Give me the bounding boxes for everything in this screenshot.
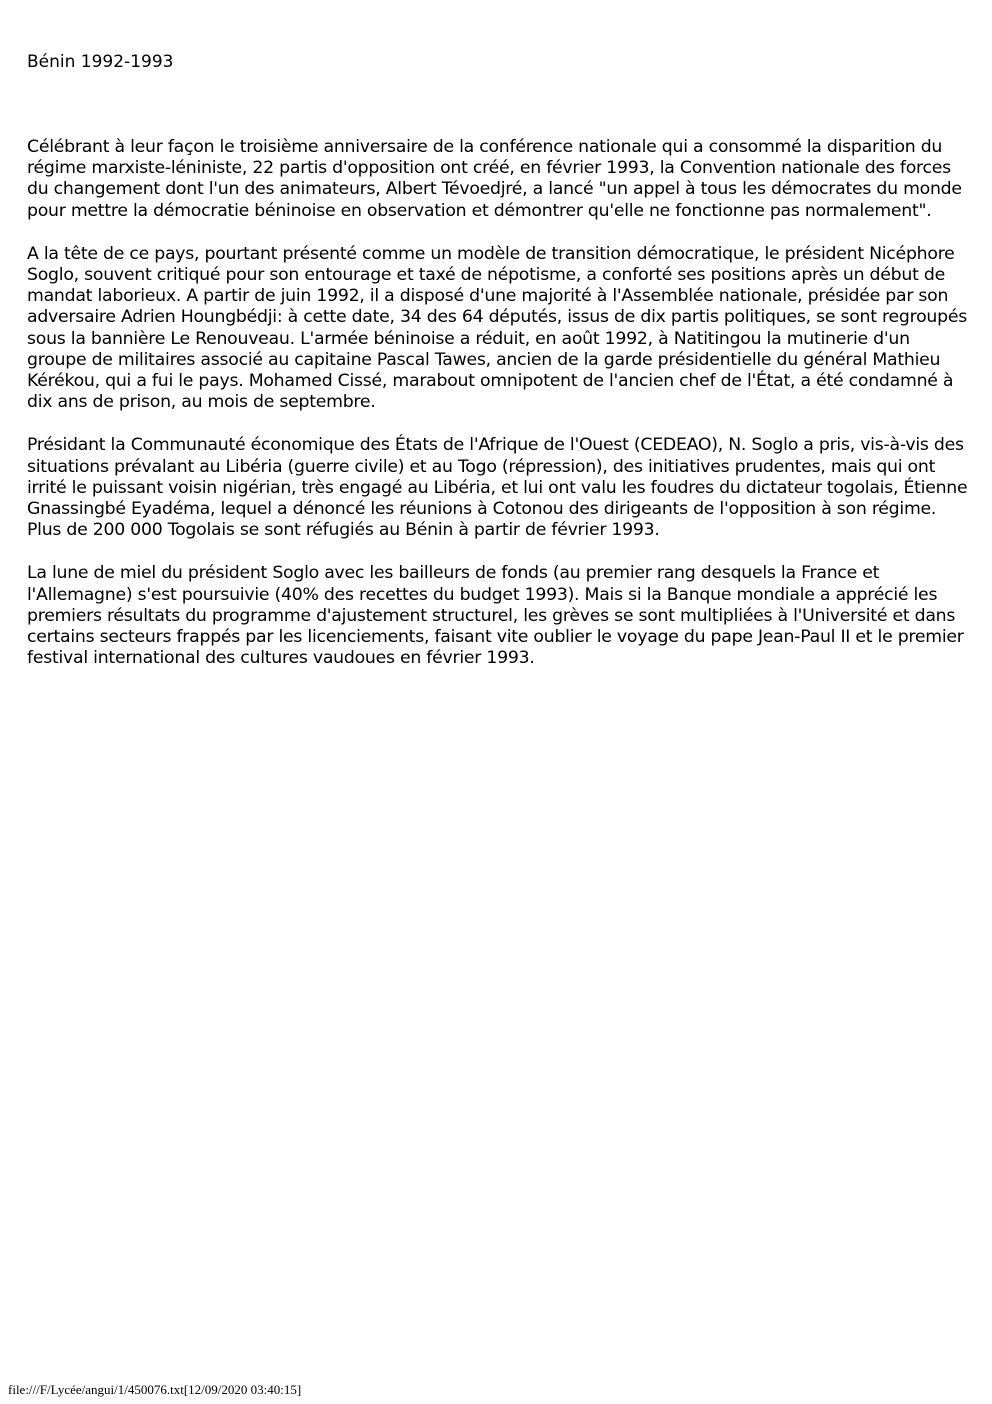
document-body (27, 137, 972, 691)
paragraph-4: La lune de miel du président Soglo avec les bailleurs de fonds (au premier rang desquels la France et l'Allemagne) s'est poursuivie (40% des recettes du budget 1993). Mais si la Banque mondiale a apprécié les premiers résultats du programme d'ajustement structurel, les grèves se sont multipliées à l'Université et dans certains secteurs frappés par les licenciements, faisant vite oublier le voyage du pape Jean-Paul II et le premier festival international des cultures vaudoues en février 1993. (27, 563, 964, 669)
document-title: Bénin 1992-1993 (27, 52, 174, 72)
file-path-footer: file:///F/Lycée/angui/1/450076.txt[12/09/2020 03:40:15] (8, 1382, 302, 1397)
paragraph-3: Présidant la Communauté économique des États de l'Afrique de l'Ouest (CEDEAO), N. Soglo a pris, vis-à-vis des situations prévalant au Libéria (guerre civile) et au Togo (répression), des initiatives prudentes, mais qui ont irrité le puissant voisin nigérian, très engagé au Libéria, et lui ont valu les foudres du dictateur togolais, Étienne Gnassingbé Eyadéma, lequel a dénoncé les réunions à Cotonou des dirigeants de l'opposition à son régime. Plus de 200 000 Togolais se sont réfugiés au Bénin à partir de février 1993. (27, 435, 968, 541)
paragraph-1: Célébrant à leur façon le troisième anniversaire de la conférence nationale qui a consommé la disparition du régime marxiste-léniniste, 22 partis d'opposition ont créé, en février 1993, la Convention nationale des forces du changement dont l'un des animateurs, Albert Tévoedjré, a lancé "un appel à tous les démocrates du monde pour mettre la démocratie béninoise en observation et démontrer qu'elle ne fonctionne pas normalement". (27, 137, 962, 221)
paragraph-2: A la tête de ce pays, pourtant présenté comme un modèle de transition démocratique, le président Nicéphore Soglo, souvent critiqué pour son entourage et taxé de népotisme, a conforté ses positions après un début de mandat laborieux. A partir de juin 1992, il a disposé d'une majorité à l'Assemblée nationale, présidée par son adversaire Adrien Houngbédji: à cette date, 34 des 64 députés, issus de dix partis politiques, se sont regroupés sous la bannière Le Renouveau. L'armée béninoise a réduit, en août 1992, à Natitingou la mutinerie d'un groupe de militaires associé au capitaine Pascal Tawes, ancien de la garde présidentielle du général Mathieu Kérékou, qui a fui le pays. Mohamed Cissé, marabout omnipotent de l'ancien chef de l'État, a été condamné à dix ans de prison, au mois de septembre. (27, 243, 967, 413)
